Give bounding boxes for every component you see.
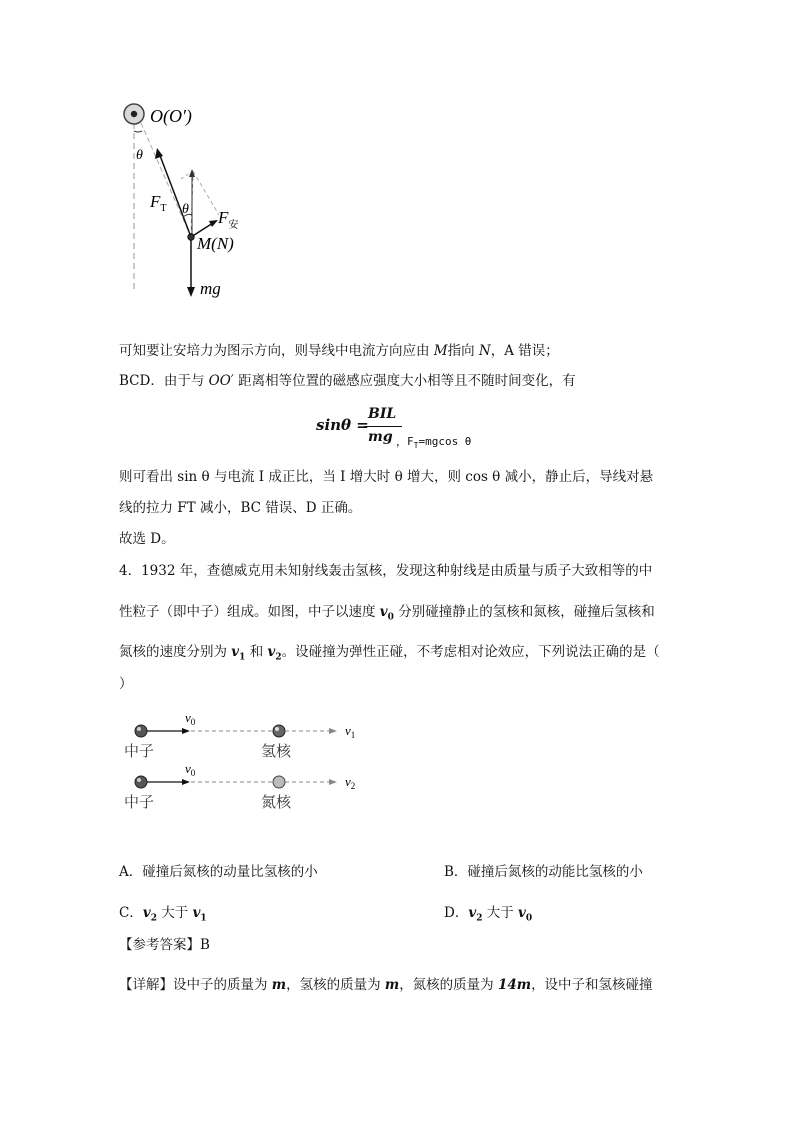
ampere-force-arrowhead [209,220,218,227]
neutron-arrowhead-2 [182,779,190,785]
option-b: B．碰撞后氮核的动能比氢核的小 [444,864,643,880]
neutron-ball-1 [135,725,147,737]
neutron-label-2: 中子 [124,795,155,811]
symbol-m: m [271,977,287,993]
point-m [188,234,194,240]
formula-denominator: mg [368,429,393,445]
sub: 0 [387,612,394,623]
text: 氮核的速度分别为 [119,644,232,660]
theta-arc-top [134,131,142,132]
hydrogen-arrowhead [329,728,337,734]
text: 【详解】设中子的质量为 [119,977,272,993]
incline-dashed-line [141,123,191,237]
text: 和 [245,644,268,660]
text: C． [119,905,143,921]
paragraph-analysis-line1: 则可看出 sin θ 与电流 I 成正比，当 I 增大时 θ 增大，则 cos θ 减小，静止后，导线对悬 [119,469,654,485]
formula-tail: ，$F_T=mgcos$ θ [396,435,472,451]
nitrogen-label: 氮核 [261,795,292,811]
text: 。设碰撞为弹性正碰，不考虑相对论效应，下列说法正确的是（ [281,644,660,660]
text: ，氢核的质量为 [286,977,385,993]
sub: 1 [200,913,207,924]
question4-line2 [119,602,655,628]
option-d [444,903,532,929]
text: 可知要让安培力为图示方向，则导线中电流方向应由 [119,343,434,359]
neutron-ball-1-highlight [137,727,141,731]
symbol: v [142,905,151,921]
v-out-label-1: $v_1$ [345,723,356,740]
detail-explanation [119,975,653,995]
v-in-label-1: $v_0$ [185,710,196,727]
neutron-ball-2 [135,776,147,788]
pivot-dot [131,111,137,117]
symbol: v [468,905,477,921]
question4-line1: 4．1932 年，查德威克用未知射线轰击氢核，发现这种射线是由质量与质子大致相等的中 [119,563,653,579]
symbol: v [518,905,526,921]
tension-label: $F_T$ [150,192,167,214]
tension-arrow [159,153,191,237]
sub: 0 [525,913,533,924]
paragraph-bcd [119,371,576,391]
pivot-label: O(O′) [150,106,192,126]
label-oo: OO′ [208,373,234,389]
text: ，A 错误； [490,343,559,359]
question4-line3 [119,642,660,668]
neutron-ball-2-highlight [137,778,141,782]
text: 性粒子（即中子）组成。如图，中子以速度 [119,604,380,620]
symbol: v [192,905,201,921]
option-a: A．碰撞后氮核的动量比氢核的小 [119,864,318,880]
gravity-label: mg [200,279,221,298]
text: 距离相等位置的磁感应强度大小相等且不随时间变化，有 [233,373,576,389]
text: ，设中子和氢核碰撞 [531,977,653,993]
sub: 2 [476,913,483,924]
symbol-m: m [384,977,400,993]
hydrogen-label: 氢核 [261,744,292,760]
sub: 1 [239,652,246,663]
theta-mid-label: θ [182,202,189,217]
collision-diagram [115,705,375,820]
parallelogram-dashed-line [193,171,219,215]
label-n: N [478,343,491,359]
conclusion: 故选 D。 [119,531,175,547]
text: 分别碰撞静止的氢核和氮核，碰撞后氢核和 [393,604,655,620]
symbol-v1: v [231,644,240,660]
neutron-arrowhead-1 [182,728,190,734]
v-out-label-2: $v_2$ [345,774,356,791]
hydrogen-ball-highlight [275,727,279,731]
paragraph-analysis-line2: 线的拉力 FT 减小，BC 错误、D 正确。 [119,500,362,516]
option-c [119,903,207,929]
gravity-arrowhead [187,287,195,297]
symbol-14m: 14m [497,977,532,993]
reference-answer: 【参考答案】B [119,937,210,953]
question4-line4: ） [119,676,133,692]
theta-top-label: θ [136,148,143,163]
formula-lhs: sinθ = [316,416,369,434]
paragraph-current-direction [119,341,559,361]
text: ，氮核的质量为 [399,977,498,993]
formula-numerator: BIL [368,406,397,422]
text: D． [444,905,469,921]
text: 大于 [156,905,193,921]
pendulum-force-diagram [115,95,255,305]
nitrogen-ball [273,776,285,788]
hydrogen-ball [273,725,285,737]
ampere-force-label: $F_安$ [218,208,239,231]
text: BCD．由于与 [119,373,209,389]
tension-arrowhead [155,148,163,159]
point-mn-label: M(N) [197,234,234,253]
sub: 2 [275,652,282,663]
sub: 2 [150,913,157,924]
fraction-bar [364,426,402,427]
symbol-v0: v [379,604,388,620]
label-m: M [433,343,448,359]
text: 大于 [482,905,519,921]
v-in-label-2: $v_0$ [185,761,196,778]
neutron-label-1: 中子 [124,744,155,760]
text: 指向 [447,343,479,359]
symbol-v2: v [267,644,276,660]
nitrogen-arrowhead [329,779,337,785]
